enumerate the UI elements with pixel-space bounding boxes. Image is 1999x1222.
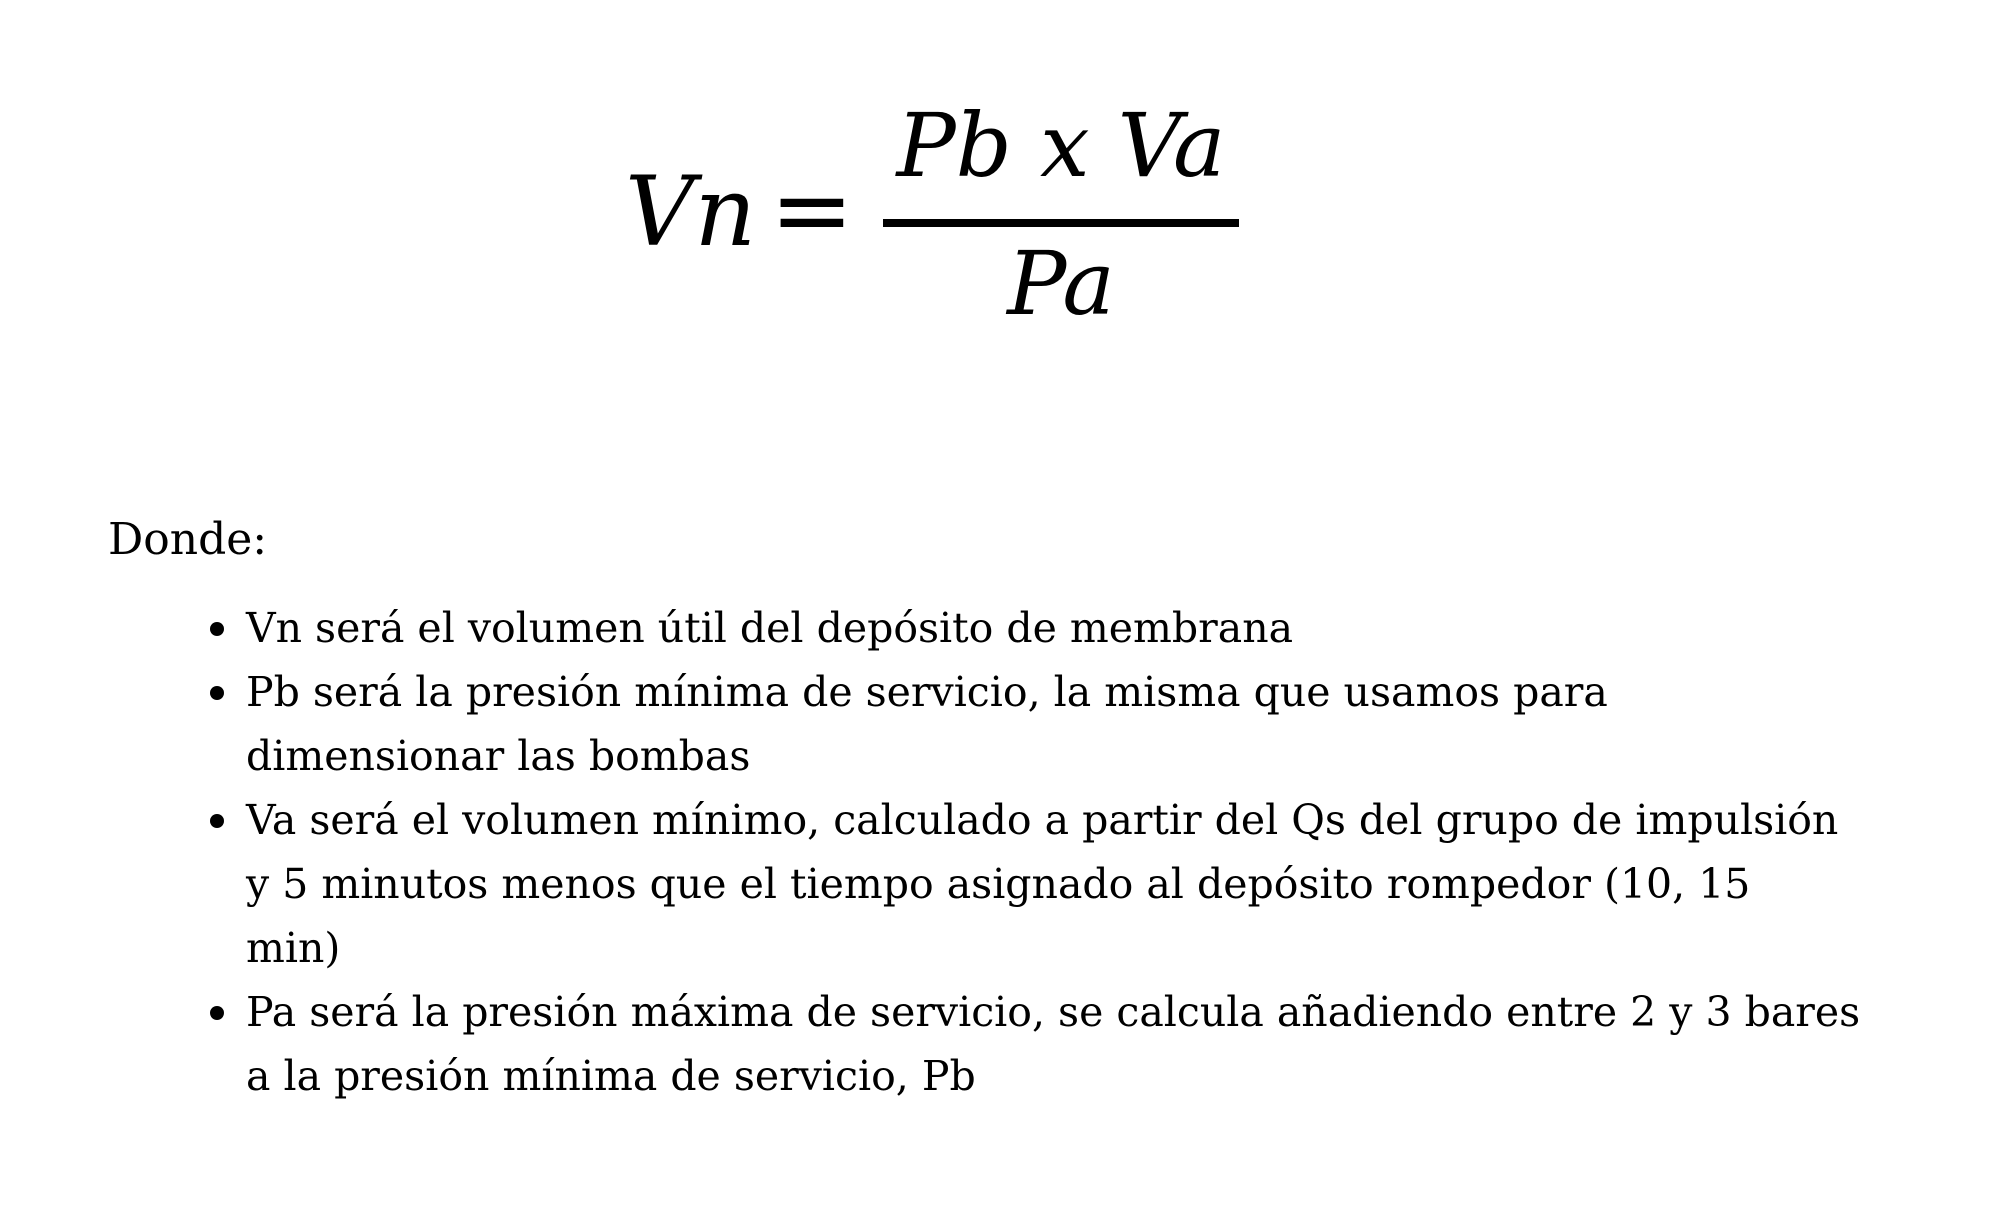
formula-numerator: Pb x Va bbox=[896, 94, 1226, 197]
formula bbox=[625, 94, 1245, 338]
definition-list bbox=[208, 596, 1908, 1108]
bullet-icon bbox=[210, 686, 224, 700]
list-item-line: min) bbox=[246, 924, 341, 972]
where-label: Donde: bbox=[108, 514, 268, 565]
bullet-icon bbox=[210, 1006, 224, 1020]
formula-equals-sign: = bbox=[770, 151, 854, 268]
list-item bbox=[208, 596, 1908, 660]
formula-lhs: Vn bbox=[625, 156, 757, 268]
list-item-line: Pa será la presión máxima de servicio, se calcula añadiendo entre 2 y 3 bares bbox=[246, 988, 1861, 1036]
list-item-line: Vn será el volumen útil del depósito de membrana bbox=[246, 604, 1294, 652]
list-item bbox=[208, 980, 1908, 1108]
formula-denominator: Pa bbox=[1007, 232, 1115, 335]
list-item-line: a la presión mínima de servicio, Pb bbox=[246, 1052, 976, 1100]
bullet-icon bbox=[210, 622, 224, 636]
list-item-line: y 5 minutos menos que el tiempo asignado al depósito rompedor (10, 15 bbox=[246, 860, 1751, 908]
formula-fraction bbox=[883, 94, 1239, 338]
bullet-icon bbox=[210, 814, 224, 828]
list-item bbox=[208, 788, 1908, 980]
fraction-bar bbox=[883, 219, 1239, 227]
list-item-line: dimensionar las bombas bbox=[246, 732, 751, 780]
list-item bbox=[208, 660, 1908, 788]
list-item-line: Pb será la presión mínima de servicio, la misma que usamos para bbox=[246, 668, 1608, 716]
list-item-line: Va será el volumen mínimo, calculado a partir del Qs del grupo de impulsión bbox=[246, 796, 1839, 844]
